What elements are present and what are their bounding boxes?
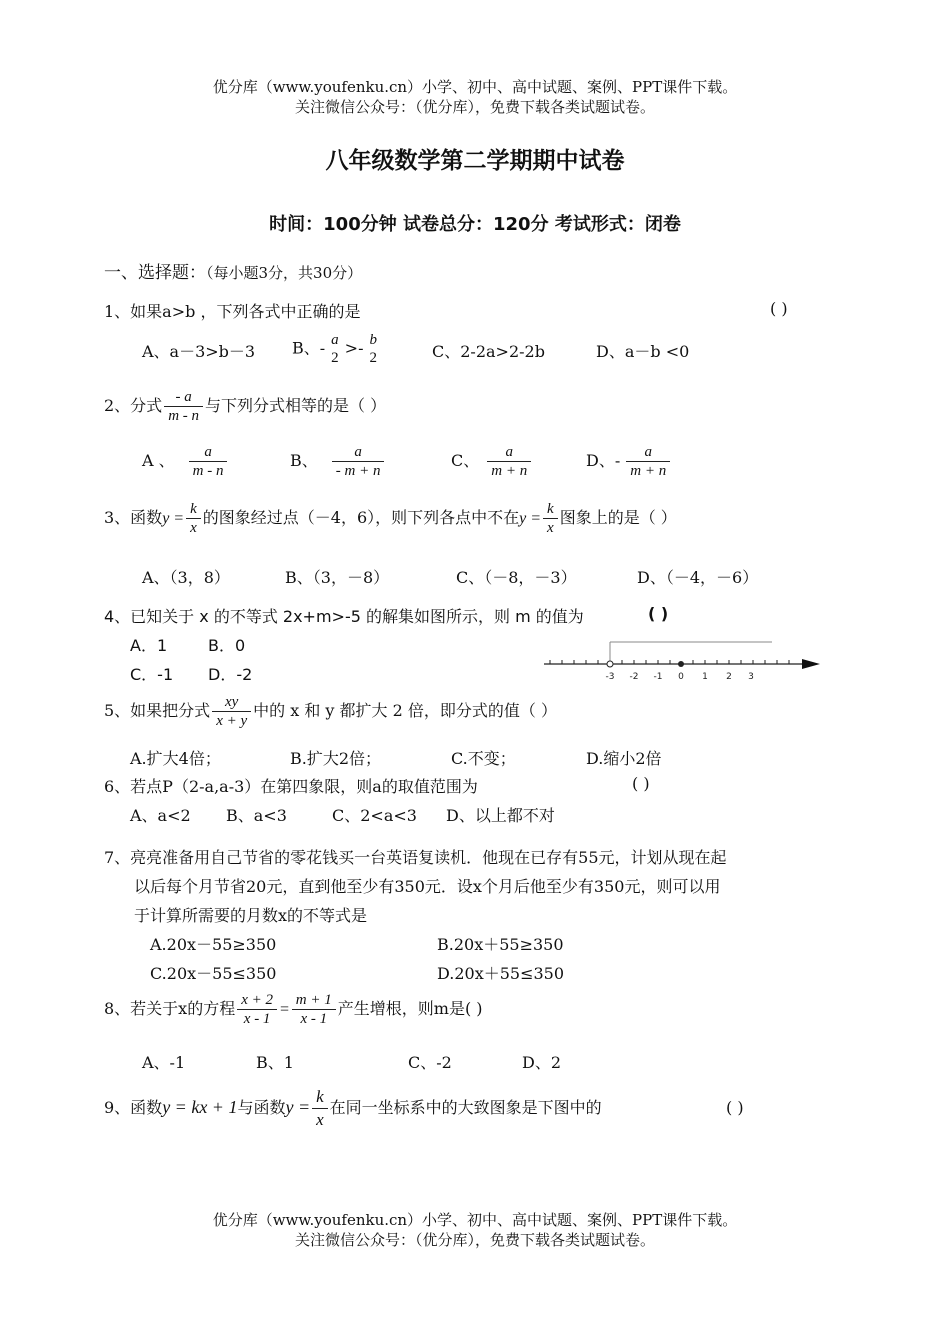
q2-c-num: a xyxy=(487,443,531,462)
q7-option-a: A.20x－55≥350 xyxy=(150,935,277,954)
page-title: 八年级数学第二学期期中试卷 xyxy=(325,148,625,174)
q3-option-b: B、（3，－8） xyxy=(285,568,390,587)
section-note: （每小题3分，共30分） xyxy=(206,264,363,282)
q7-option-b: B.20x＋55≥350 xyxy=(437,935,564,954)
q1-b-den1: 2 xyxy=(331,350,339,366)
q9-stem xyxy=(104,1086,602,1131)
q2-a-label: A 、 xyxy=(142,451,175,470)
q1-b-num1: a xyxy=(331,332,339,348)
q4-stem: 4、已知关于 x 的不等式 2x+m>-5 的解集如图所示，则 m 的值为 xyxy=(104,607,584,626)
q4-option-d: D．-2 xyxy=(208,665,253,684)
q3-stem-pre: 3、函数 xyxy=(104,508,163,527)
footer-line-1: 优分库（www.youfenku.cn）小学、初中、高中试题、案例、PPT课件下载。 xyxy=(212,1211,738,1229)
q3-k1: k xyxy=(186,500,201,519)
q2-stem-pre: 2、分式 xyxy=(104,396,163,415)
q2-b-frac xyxy=(332,443,385,480)
q8-option-a: A、-1 xyxy=(142,1053,186,1072)
q2-a-den: m - n xyxy=(192,463,224,479)
footer-line-2: 关注微信公众号：（优分库），免费下载各类试题试卷。 xyxy=(294,1231,655,1249)
q8-frac2 xyxy=(292,991,336,1028)
q2-c-den: m + n xyxy=(491,463,528,479)
q4-number-line xyxy=(540,636,830,684)
header-line-2: 关注微信公众号：（优分库），免费下载各类试题试卷。 xyxy=(294,98,655,116)
q4-tick-label: 1 xyxy=(702,672,708,682)
q2-stem xyxy=(104,388,386,425)
q4-tick-label: 0 xyxy=(678,672,684,682)
q4-tick-label: -3 xyxy=(605,672,615,682)
q3-y1: y = xyxy=(162,510,185,527)
q7-option-c: C.20x－55≤350 xyxy=(150,964,277,983)
q2-den: m - n xyxy=(168,408,200,424)
q2-fraction xyxy=(164,388,203,425)
q2-c-frac xyxy=(487,443,531,480)
q5-option-b: B.扩大2倍； xyxy=(290,749,382,768)
q3-x1: x xyxy=(190,520,197,536)
q5-stem-pre: 5、如果把分式 xyxy=(104,701,211,720)
q5-stem-post: 中的 x 和 y 都扩大 2 倍，即分式的值（ ） xyxy=(253,701,557,720)
q8-num1: x + 2 xyxy=(237,991,277,1010)
q3-option-a: A、（3，8） xyxy=(142,568,230,587)
q7-line-2: 以后每个月节省20元，直到他至少有350元．设x个月后他至少有350元，则可以用 xyxy=(134,877,721,896)
q3-option-c: C、（－8，－3） xyxy=(456,568,577,587)
q8-den2: x - 1 xyxy=(300,1011,328,1027)
q2-option-c xyxy=(451,443,533,480)
q3-x2: x xyxy=(547,520,554,536)
q1-stem: 1、如果a>b ，下列各式中正确的是 xyxy=(104,302,361,321)
q3-stem-mid: 的图象经过点（－4，6），则下列各点中不在 xyxy=(202,508,520,527)
q2-d-label: D、- xyxy=(586,451,621,470)
q9-x: x xyxy=(316,1110,324,1129)
q1-option-a: A、a－3>b－3 xyxy=(142,342,256,361)
q5-den: x + y xyxy=(216,713,248,729)
q2-c-label: C、 xyxy=(451,451,480,470)
q8-num2: m + 1 xyxy=(292,991,336,1010)
q4-axis-arrow-icon xyxy=(802,659,820,669)
q1-option-c: C、2-2a>2-2b xyxy=(432,342,545,361)
q1-b-mid: >- xyxy=(344,338,364,358)
q9-stem-mid: 与函数 xyxy=(237,1098,286,1117)
q2-b-label: B、 xyxy=(290,451,318,470)
q8-equals: = xyxy=(279,1001,290,1018)
section-heading xyxy=(104,258,362,283)
q1-b-den2: 2 xyxy=(369,350,377,366)
q7-option-d: D.20x＋55≤350 xyxy=(437,964,565,983)
q8-den1: x - 1 xyxy=(243,1011,271,1027)
q8-stem xyxy=(104,991,483,1028)
q5-stem xyxy=(104,693,557,730)
q2-b-num: a xyxy=(332,443,385,462)
q9-stem-post: 在同一坐标系中的大致图象是下图中的 xyxy=(329,1098,602,1117)
q4-origin-point xyxy=(678,661,684,667)
q4-option-b: B．0 xyxy=(208,636,246,655)
q6-option-b: B、a<3 xyxy=(226,806,287,825)
q2-a-frac xyxy=(189,443,228,480)
q6-stem: 6、若点P（2-a,a-3）在第四象限，则a的取值范围为 xyxy=(104,777,478,796)
q6-option-d: D、以上都不对 xyxy=(446,806,555,825)
q1-option-b xyxy=(292,331,383,367)
q7-line-1: 7、亮亮准备用自己节省的零花钱买一台英语复读机．他现在已存有55元，计划从现在起 xyxy=(104,848,727,867)
q2-b-den: - m + n xyxy=(335,463,381,479)
q3-k2: k xyxy=(543,500,558,519)
q3-option-d: D、（－4，－6） xyxy=(637,568,759,587)
q5-fraction xyxy=(212,693,251,730)
q2-option-b xyxy=(290,443,386,480)
q7-line-3: 于计算所需要的月数x的不等式是 xyxy=(134,906,368,925)
q2-option-a xyxy=(142,443,229,480)
q4-option-c: C．-1 xyxy=(130,665,174,684)
q8-frac1 xyxy=(237,991,277,1028)
q6-answer-paren: ( ) xyxy=(632,774,650,793)
header-line-1: 优分库（www.youfenku.cn）小学、初中、高中试题、案例、PPT课件下载。 xyxy=(212,78,738,96)
q3-stem-post: 图象上的是（ ） xyxy=(559,508,677,527)
q8-option-b: B、1 xyxy=(256,1053,294,1072)
q6-option-c: C、2<a<3 xyxy=(332,806,417,825)
q2-d-den: m + n xyxy=(630,463,667,479)
q2-num: - a xyxy=(164,388,203,407)
q3-frac2 xyxy=(543,500,558,537)
q2-d-num: a xyxy=(626,443,670,462)
q1-answer-paren: ( ) xyxy=(770,299,788,318)
q3-y2: y = xyxy=(519,510,542,527)
q1-b-frac1 xyxy=(327,331,343,367)
exam-info: 时间：100分钟 试卷总分：120分 考试形式：闭卷 xyxy=(269,214,681,235)
q4-tick-label: 3 xyxy=(748,672,754,682)
q4-option-a: A．1 xyxy=(130,636,168,655)
section-title: 一、选择题： xyxy=(104,263,206,283)
q2-d-frac xyxy=(626,443,670,480)
q2-stem-post: 与下列分式相等的是（ ） xyxy=(205,396,387,415)
q4-minor-ticks xyxy=(550,660,789,664)
q4-answer-paren: ( ) xyxy=(648,604,669,623)
q1-b-label: B、- xyxy=(292,338,326,358)
q9-function-1: y = kx + 1 xyxy=(162,1097,238,1117)
q9-answer-paren: ( ) xyxy=(726,1098,744,1117)
q4-open-point xyxy=(607,661,613,667)
q4-tick-label: -2 xyxy=(629,672,639,682)
q9-k: k xyxy=(312,1086,328,1109)
q4-tick-label: 2 xyxy=(726,672,732,682)
q5-option-a: A.扩大4倍； xyxy=(130,749,221,768)
q1-b-num2: b xyxy=(369,332,377,348)
q4-tick-label: -1 xyxy=(653,672,663,682)
q9-y: y = xyxy=(285,1097,311,1117)
q5-num: xy xyxy=(212,693,251,712)
q8-option-c: C、-2 xyxy=(408,1053,452,1072)
q5-option-d: D.缩小2倍 xyxy=(586,749,662,768)
q3-stem xyxy=(104,500,677,537)
q1-b-frac2 xyxy=(365,331,381,367)
q2-a-num: a xyxy=(189,443,228,462)
q9-fraction xyxy=(312,1086,328,1131)
q6-option-a: A、a<2 xyxy=(130,806,191,825)
q2-option-d xyxy=(586,443,672,480)
q1-option-d: D、a－b <0 xyxy=(596,342,690,361)
q8-stem-pre: 8、若关于x的方程 xyxy=(104,999,236,1018)
q3-frac1 xyxy=(186,500,201,537)
q8-option-d: D、2 xyxy=(522,1053,562,1072)
q5-option-c: C.不变； xyxy=(451,749,516,768)
q8-stem-post: 产生增根，则m是( ) xyxy=(337,999,483,1018)
q9-stem-pre: 9、函数 xyxy=(104,1098,163,1117)
